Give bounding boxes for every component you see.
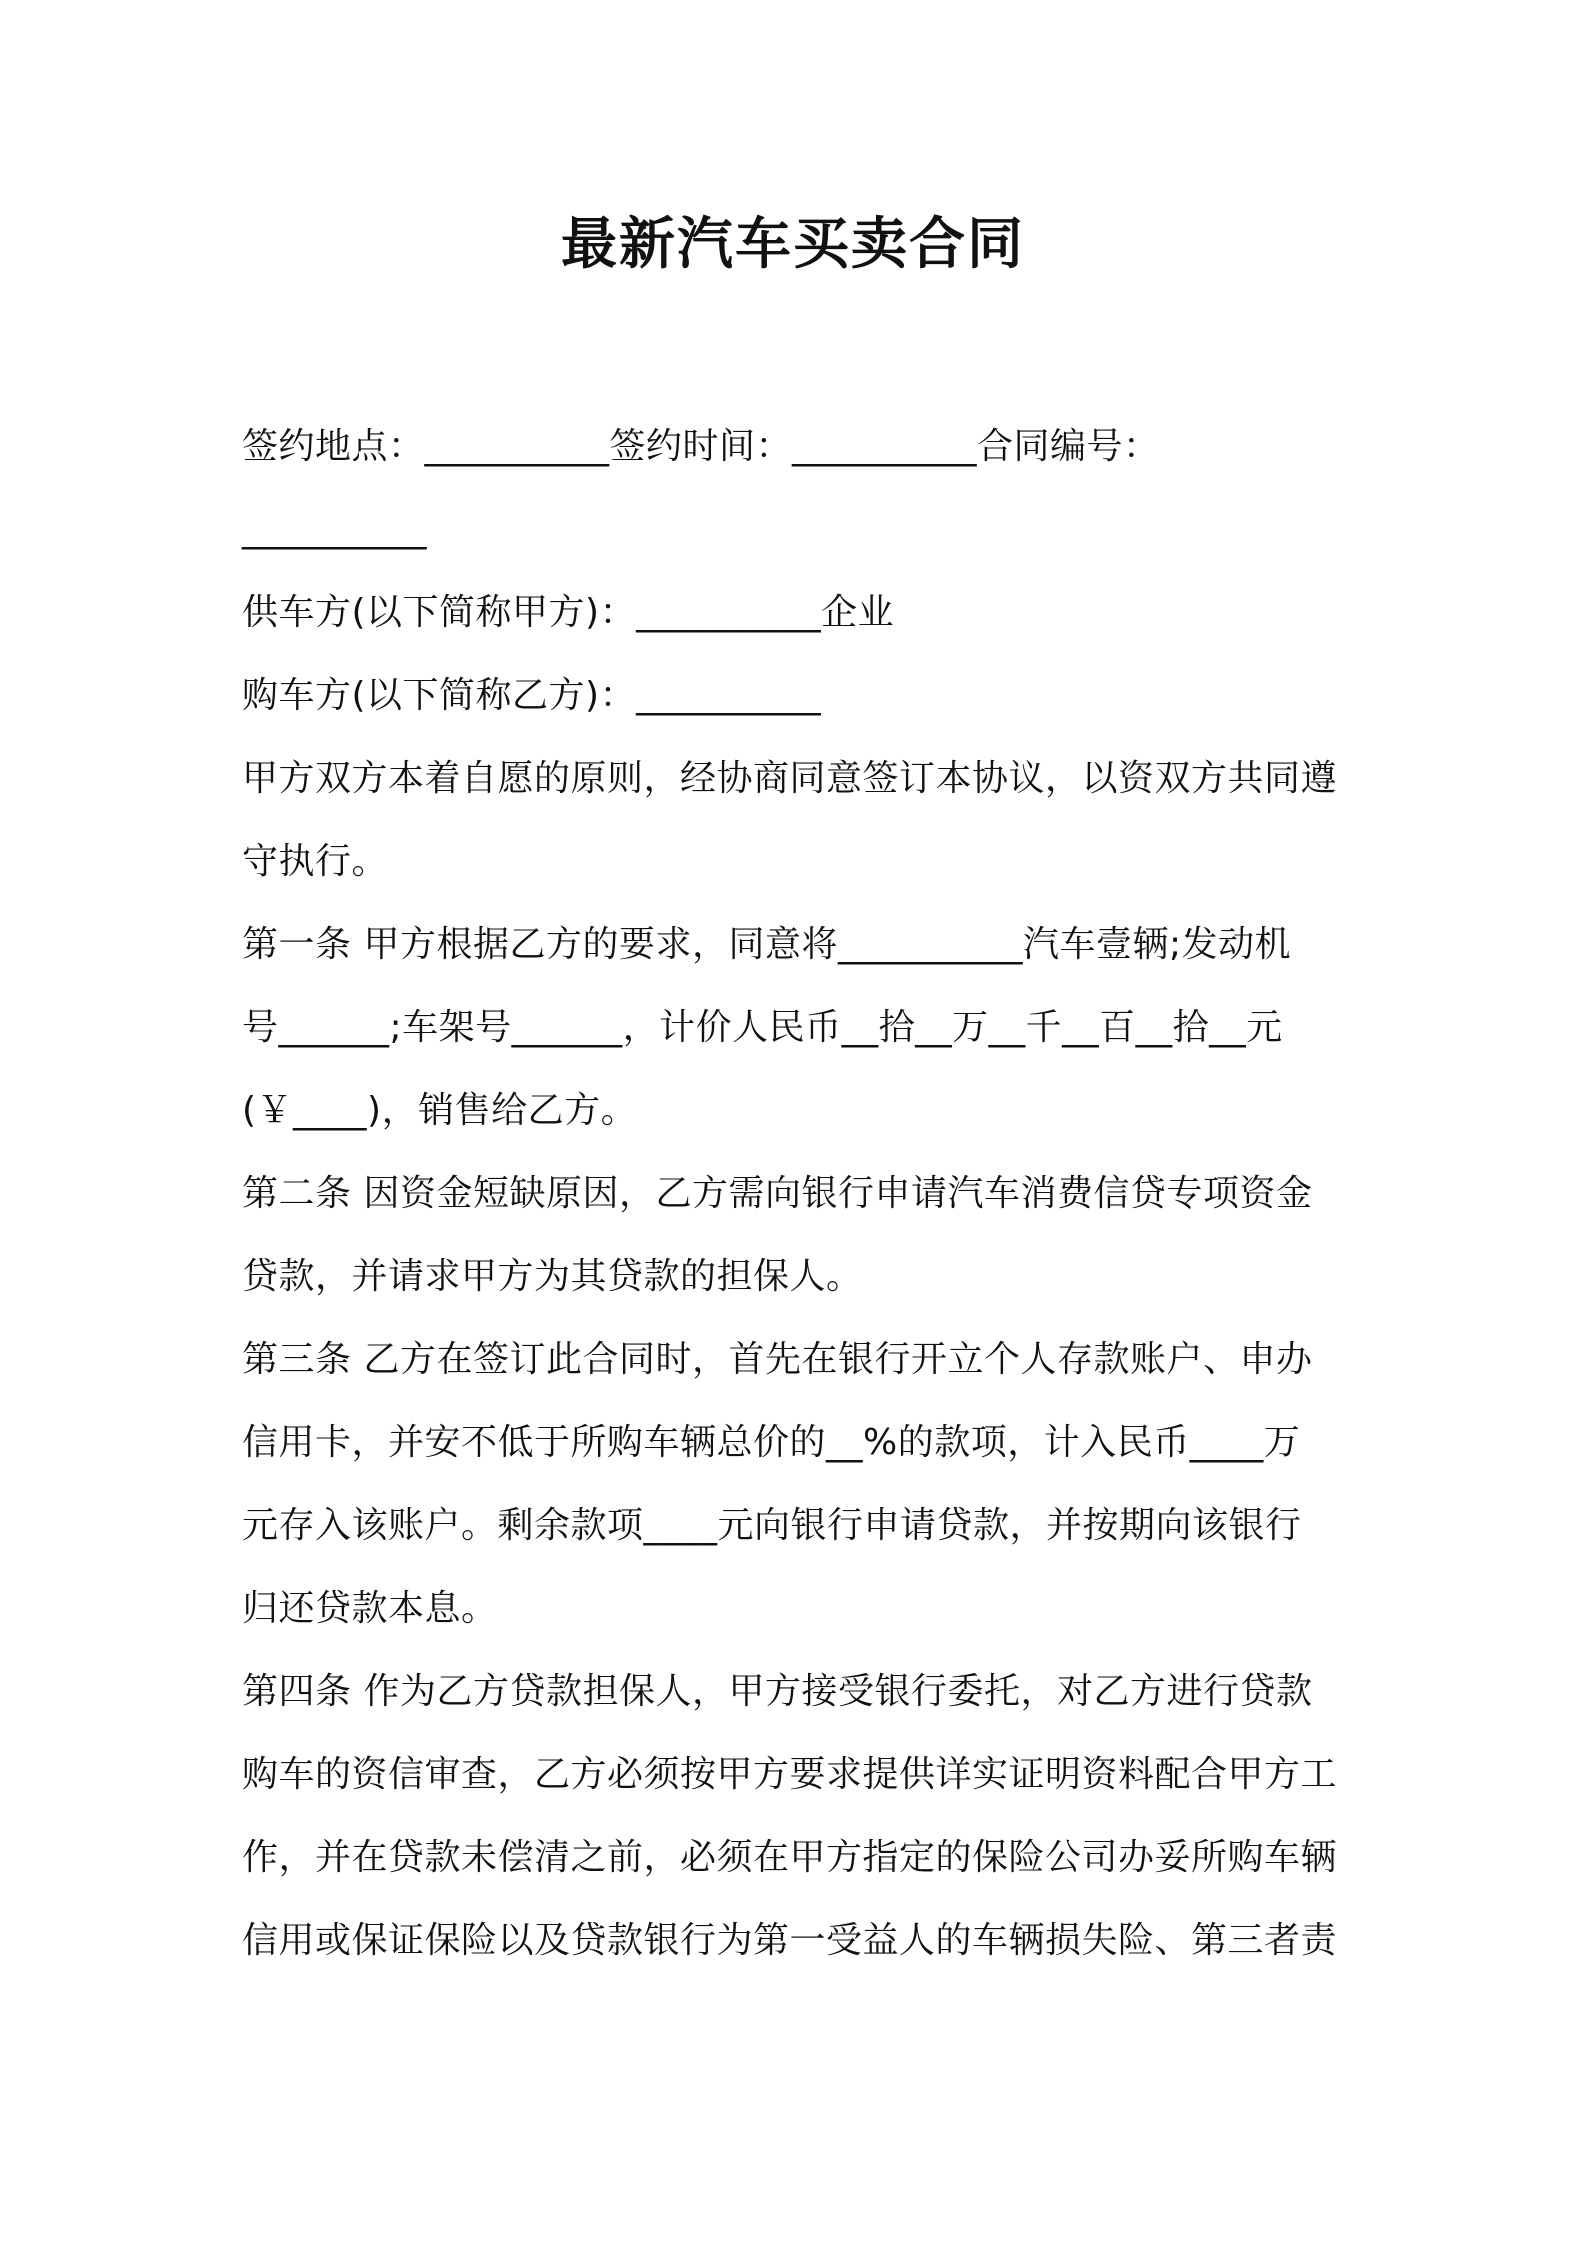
text-line-article-1: 号______;车架号______，计价人民币__拾__万__千__百__拾__元 — [242, 1007, 1283, 1048]
text-line-contract-number-blank: __________ — [242, 509, 427, 550]
text-line-article-4: 信用或保证保险以及贷款银行为第一受益人的车辆损失险、第三者责 — [242, 1920, 1338, 1961]
text-line-preamble: 守执行。 — [242, 841, 389, 882]
text-line-article-2: 贷款，并请求甲方为其贷款的担保人。 — [242, 1256, 863, 1297]
text-line-article-2: 第二条 因资金短缺原因，乙方需向银行申请汽车消费信贷专项资金 — [242, 1173, 1313, 1214]
text-line-article-4: 作，并在贷款未偿清之前，必须在甲方指定的保险公司办妥所购车辆 — [242, 1837, 1338, 1878]
text-line-article-3: 元存入该账户。剩余款项____元向银行申请贷款，并按期向该银行 — [242, 1505, 1302, 1546]
text-line-preamble: 甲方双方本着自愿的原则，经协商同意签订本协议，以资双方共同遵 — [242, 758, 1338, 799]
text-line-signing-info: 签约地点：__________签约时间：__________合同编号： — [242, 426, 1160, 467]
text-line-party-a: 供车方(以下简称甲方)：__________企业 — [242, 592, 895, 633]
text-line-article-3: 信用卡，并安不低于所购车辆总价的__%的款项，计入民币____万 — [242, 1422, 1301, 1463]
text-line-article-1: (￥____)，销售给乙方。 — [242, 1090, 638, 1131]
text-line-article-3: 归还贷款本息。 — [242, 1588, 498, 1629]
text-line-article-1: 第一条 甲方根据乙方的要求，同意将__________汽车壹辆;发动机 — [242, 924, 1292, 965]
text-line-article-3: 第三条 乙方在签订此合同时，首先在银行开立个人存款账户、申办 — [242, 1339, 1313, 1380]
document-title: 最新汽车买卖合同 — [561, 212, 1025, 277]
text-line-party-b: 购车方(以下简称乙方)：__________ — [242, 675, 822, 716]
text-line-article-4: 购车的资信审查，乙方必须按甲方要求提供详实证明资料配合甲方工 — [242, 1754, 1338, 1795]
text-line-article-4: 第四条 作为乙方贷款担保人，甲方接受银行委托，对乙方进行贷款 — [242, 1671, 1313, 1712]
contract-body — [242, 405, 1352, 1982]
